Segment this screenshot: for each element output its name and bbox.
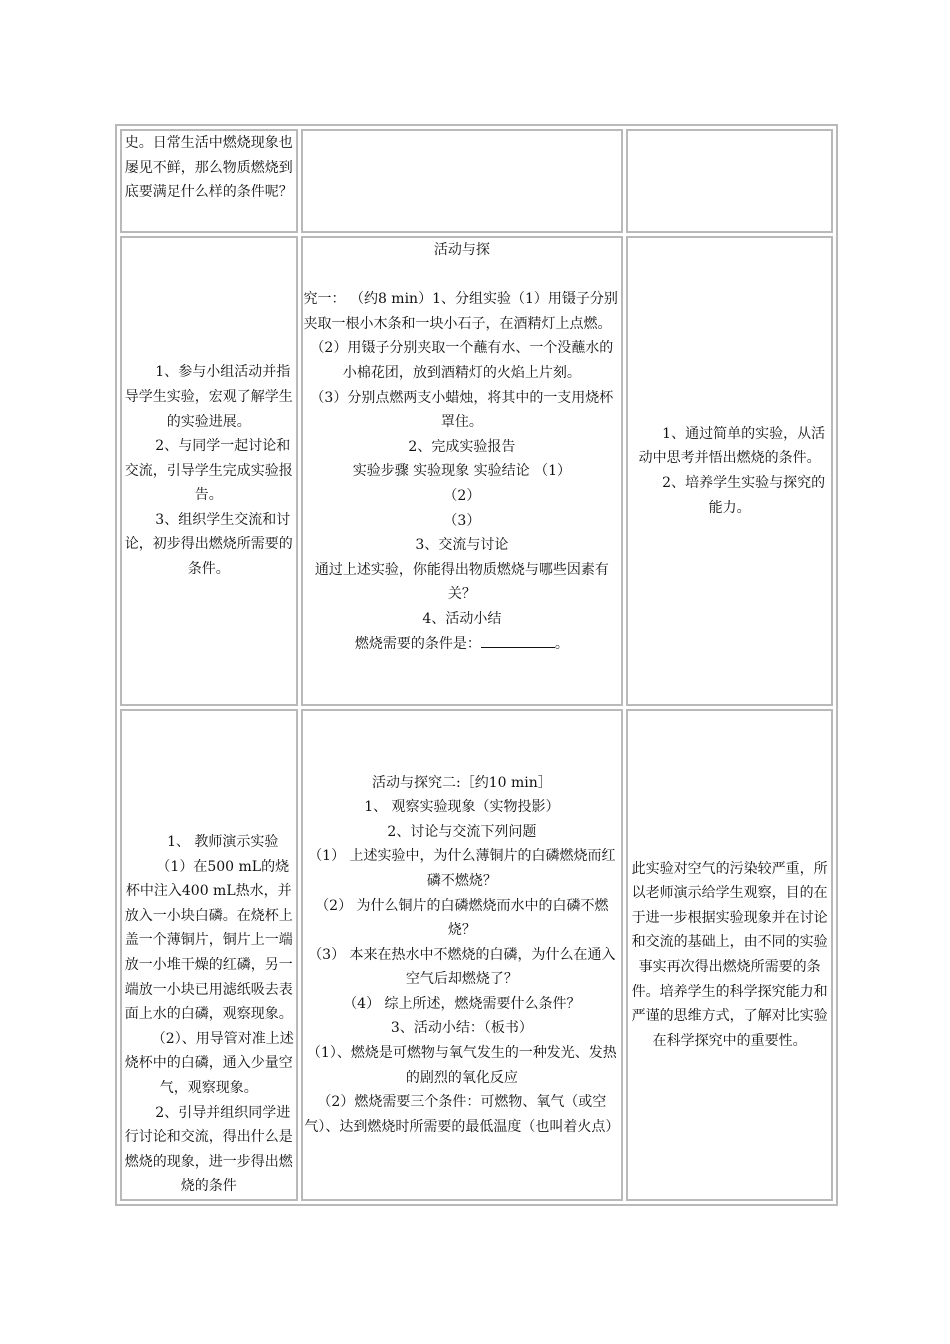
student-text: 究一： （约8 min）1、分组实验（1）用镊子分别夹取一根小木条和一块小石子，在酒精灯上点燃。 <box>303 291 618 332</box>
student-activity-cell <box>301 236 624 706</box>
teacher-text: 1、参与小组活动并指导学生实验，宏观了解学生的实验进展。 <box>124 364 293 430</box>
teacher-text: （1）在500 mL的烧杯中注入400 mL热水，并放入一小块白磷。在烧杯上盖一个薄铜片，铜片上一端放一小堆干燥的红磷，另一端放一小块已用滤纸吸去表面上水的白磷，观察现象。 <box>124 858 293 1023</box>
design-intent-cell <box>626 709 833 1201</box>
lesson-plan-table <box>115 124 838 1206</box>
teacher-text: 2、引导并组织同学进行讨论和交流，得出什么是燃烧的现象，进一步得出燃烧的条件 <box>124 1104 293 1195</box>
student-text: 活动与探究二:［约10 min］ <box>371 774 552 791</box>
student-text <box>304 263 621 288</box>
student-text: （2） 为什么铜片的白磷燃烧而水中的白磷不燃烧？ <box>315 897 609 939</box>
student-activity-cell <box>301 709 624 1201</box>
student-text: 3、活动小结：（板书） <box>390 1020 533 1037</box>
student-text: 3、交流与讨论 <box>415 537 509 554</box>
student-text: 4、活动小结 <box>422 610 502 627</box>
student-text: （2）燃烧需要三个条件：可燃物、氧气（或空气）、达到燃烧时所需要的最低温度（也叫着火点） <box>304 1094 620 1135</box>
student-activity-cell <box>301 129 624 233</box>
table-row <box>120 709 833 1201</box>
teacher-text: 1、 教师演示实验 <box>167 834 279 851</box>
teacher-activity-cell <box>120 709 298 1201</box>
student-text: 燃烧需要的条件是： <box>354 635 481 652</box>
student-text: 1、 观察实验现象（实物投影） <box>364 799 560 816</box>
table-row <box>120 236 833 706</box>
student-text: （2）用镊子分别夹取一个蘸有水、一个没蘸水的小棉花团，放到酒精灯的火焰上片刻。 <box>310 340 614 381</box>
teacher-text: （2）、用导管对准上述烧杯中的白磷，通入少量空气，观察现象。 <box>124 1030 294 1097</box>
student-text: 活动与探 <box>433 242 490 258</box>
design-intent-cell <box>626 129 833 233</box>
teacher-text: 2、与同学一起讨论和交流，引导学生完成实验报告。 <box>124 438 293 504</box>
answer-blank[interactable] <box>481 633 555 648</box>
teacher-text: 3、组织学生交流和讨论，初步得出燃烧所需要的条件。 <box>124 511 293 578</box>
intent-text: 此实验对空气的污染较严重，所以老师演示给学生观察，目的在于进一步根据实验现象并在讨论和交流的基础上，由不同的实验事实再次得出燃烧所需要的条件。培养学生的科学探究能力和严谨的思维方式，了解对比实验在科学探究中的重要性。 <box>631 860 828 1049</box>
table-row <box>120 129 833 233</box>
student-text: 。 <box>554 635 569 652</box>
teacher-text: 史。日常生活中燃烧现象也屡见不鲜，那么物质燃烧到底要满足什么样的条件呢？ <box>124 135 293 201</box>
student-text: 2、讨论与交流下列问题 <box>387 823 537 840</box>
teacher-activity-cell <box>120 129 298 233</box>
student-text: （3） <box>443 512 481 529</box>
student-text: （4） 综上所述，燃烧需要什么条件？ <box>343 995 581 1012</box>
teacher-activity-cell <box>120 236 298 706</box>
student-text: 通过上述实验，你能得出物质燃烧与哪些因素有关？ <box>314 561 609 603</box>
design-intent-cell <box>626 236 833 706</box>
intent-text: 2、培养学生实验与探究的能力。 <box>662 475 826 516</box>
student-text: （3）分别点燃两支小蜡烛，将其中的一支用烧杯罩住。 <box>310 389 614 431</box>
fill-in-line <box>304 632 621 657</box>
student-text: （2） <box>443 487 481 504</box>
student-text: 2、完成实验报告 <box>408 438 516 455</box>
student-text: （1） 上述实验中，为什么薄铜片的白磷燃烧而红磷不燃烧？ <box>308 848 616 889</box>
student-text: （3） 本来在热水中不燃烧的白磷，为什么在通入空气后却燃烧了？ <box>308 946 616 988</box>
student-text: 实验步骤 实验现象 实验结论 （1） <box>352 463 571 480</box>
student-text: （1）、燃烧是可燃物与氧气发生的一种发光、发热的剧烈的氧化反应 <box>306 1045 617 1086</box>
intent-text: 1、通过简单的实验，从活动中思考并悟出燃烧的条件。 <box>638 425 826 467</box>
